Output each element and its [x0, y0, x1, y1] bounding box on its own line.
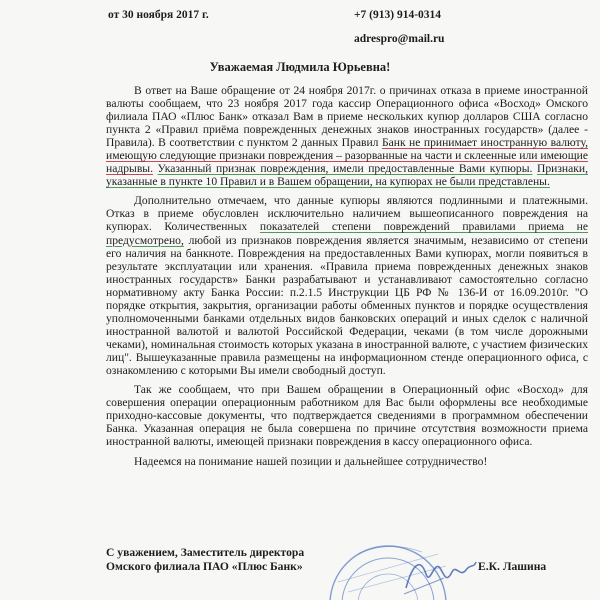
paragraph-2-text-a: Дополнительно отмечаем, что данные купюры являются подлинными и платежными. Отказ в приеме обусловлен исключительно наличием вышеописанного повреждения на купюрах. Количественных	[106, 194, 588, 234]
email-address: adrespro@mail.ru	[354, 33, 445, 45]
signature-block	[106, 546, 304, 574]
signatory-name: Е.К. Лашина	[478, 560, 547, 573]
signature-title-line-1: С уважением, Заместитель директора	[106, 546, 305, 559]
paragraph-1	[106, 84, 588, 188]
phone-number: +7 (913) 914-0314	[354, 9, 442, 21]
letter-date: от 30 ноября 2017 г.	[108, 9, 209, 21]
paragraph-2-text-b: любой из признаков повреждения является значимым, независимо от степени его наличия на банкноте. Повреждения на предоставленных Вами купюрах, могли появиться в результате эксплуатации или хранения. «Правила приема поврежденных денежных знаков иностранных государств» Банки разрабатывают и устанавливают самостоятельно согласно нормативному акту Банка России: п.2.1.5 Инструкции ЦБ РФ № 136-И от 16.09.2010г. "О порядке открытия, закрытия, организации работы обменных пунктов и порядке осуществления уполномоченными банками отдельных видов банковских операций и иных сделок с наличной иностранной валютой и валютой Российской Федерации, чеками (в том числе дорожными чеками), номинальная стоимость которых указана в иностранной валюте, с участием физических лиц". Вышеуказанные правила размещены на информационном стенде операционного офиса, с ознакомлению с которыми Вы имели свободный доступ.	[106, 233, 588, 377]
green-underlined-passage-1: Указанный признак повреждения, имели предоставленные Вами купюры.	[157, 162, 533, 176]
signature-title-line-2: Омского филиала ПАО «Плюс Банк»	[106, 560, 303, 573]
letter-body	[106, 84, 588, 468]
handwritten-signature	[400, 548, 480, 600]
paragraph-2	[106, 194, 588, 377]
paragraph-4: Надеемся на понимание нашей позиции и дальнейшее сотрудничество!	[134, 455, 488, 469]
red-underlined-passage: Банк не принимает иностранную валюту, имеющую следующие признаки повреждения – разорванные на части и склеенные или имеющие надрывы.	[106, 136, 588, 176]
paragraph-1-text-a: В ответ на Ваше обращение от 24 ноября 2017г. о причинах отказа в приеме иностранной валюты сообщаем, что 23 ноября 2017 года кассир Операционного офиса «Восход» Омского филиала ПАО «Плюс Банк» отказал Вам в приеме нескольких купюр долларов США согласно пункта 2 «Правил приёма поврежденных денежных знаков иностранных государств» (далее - Правила). В соответствии с пунктом 2 данных Правил	[106, 84, 588, 150]
paragraph-3: Так же сообщаем, что при Вашем обращении в Операционный офис «Восход» для совершения операции операционным работником для Вас были оформлены все необходимые приходно-кассовые документы, что подтверждается сведениями в программном обеспечении Банка. Указанная операция не была совершена по причине отсутствия возможности приема иностранной валюты, имеющей признаки повреждения в кассу операционного офиса.	[106, 383, 588, 449]
greeting: Уважаемая Людмила Юрьевна!	[209, 60, 391, 74]
green-underlined-passage-2: Признаки, указанные в пункте 10 Правил и в Вашем обращении, на купюрах не были представлены.	[106, 162, 588, 189]
green-underlined-passage-3: показателей степени повреждений правилами приема не предусмотрено,	[106, 220, 588, 247]
